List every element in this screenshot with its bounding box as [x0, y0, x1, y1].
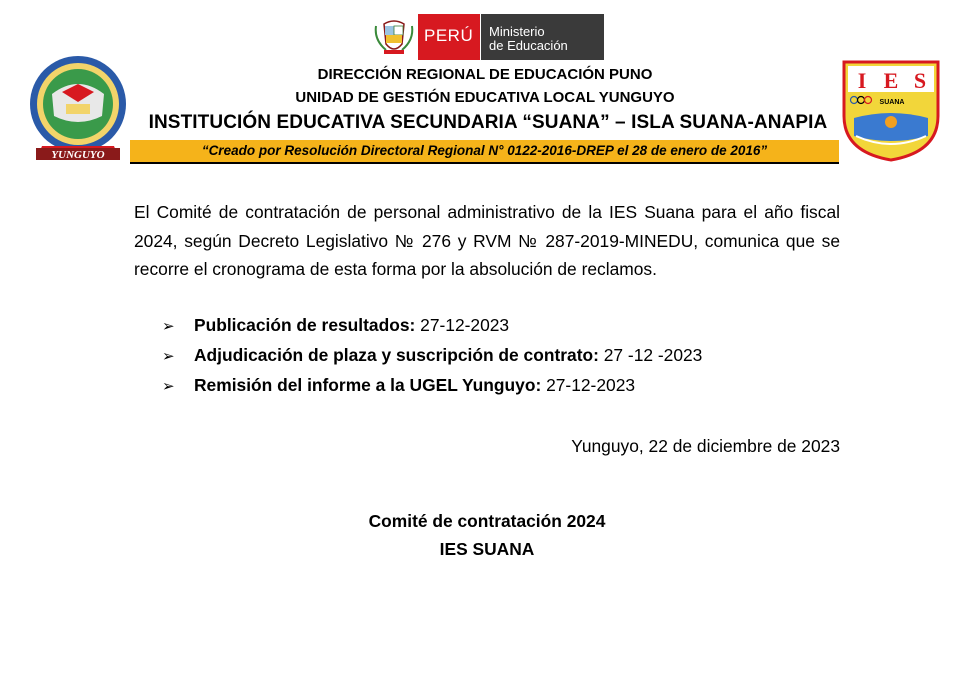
announcement-paragraph: El Comité de contratación de personal administrativo de la IES Suana para el año fiscal 2024, según Decreto Legislativo № 276 y RVM № 287-2019-MINEDU, comunica que se recorre el cronograma de esta forma por la absolución de reclamos.	[134, 202, 840, 279]
ies-letter-i: I	[857, 68, 867, 93]
peru-label-box	[418, 14, 480, 60]
peru-coat-of-arms-icon	[372, 14, 416, 60]
creation-resolution-text: “Creado por Resolución Directoral Regional N° 0122-2016-DREP el 28 de enero de 2016”	[201, 143, 768, 158]
schedule-item-label: Adjudicación de plaza y suscripción de contrato:	[194, 345, 599, 365]
arrow-bullet-icon: ➢	[162, 378, 175, 395]
schedule-item-date: 27-12-2023	[541, 375, 636, 395]
peru-label: PERÚ	[424, 26, 474, 45]
header-ugel: UNIDAD DE GESTIÓN EDUCATIVA LOCAL YUNGUYO	[295, 89, 675, 106]
arrow-bullet-icon: ➢	[162, 318, 175, 335]
header-institution: INSTITUCIÓN EDUCATIVA SECUNDARIA “SUANA” – ISLA SUANA-ANAPIA	[148, 112, 828, 133]
place-date: Yunguyo, 22 de diciembre de 2023	[571, 436, 840, 456]
ministry-label-box	[481, 14, 604, 60]
ies-letter-e: E	[883, 68, 899, 93]
ugel-logo-text: YUNGUYO	[51, 149, 105, 161]
schedule-item-date: 27-12-2023	[415, 315, 510, 335]
ministry-line1: Ministerio	[489, 24, 545, 39]
header-regional-direction: DIRECCIÓN REGIONAL DE EDUCACIÓN PUNO	[317, 66, 653, 83]
schedule-item	[162, 311, 842, 341]
ies-logo-text: SUANA	[879, 99, 905, 106]
schedule-item	[162, 371, 842, 401]
ministry-line2: de Educación	[489, 38, 568, 53]
signature-committee: Comité de contratación 2024	[368, 511, 606, 531]
schedule-item	[162, 341, 842, 371]
schedule-list	[162, 311, 842, 401]
schedule-item-date: 27 -12 -2023	[598, 345, 703, 365]
ies-letter-s: S	[913, 68, 927, 93]
arrow-bullet-icon: ➢	[162, 348, 175, 365]
signature-institution: IES SUANA	[439, 539, 535, 559]
creation-resolution-bar	[130, 140, 839, 164]
schedule-item-label: Publicación de resultados:	[194, 315, 416, 335]
schedule-item-label: Remisión del informe a la UGEL Yunguyo:	[194, 375, 542, 395]
